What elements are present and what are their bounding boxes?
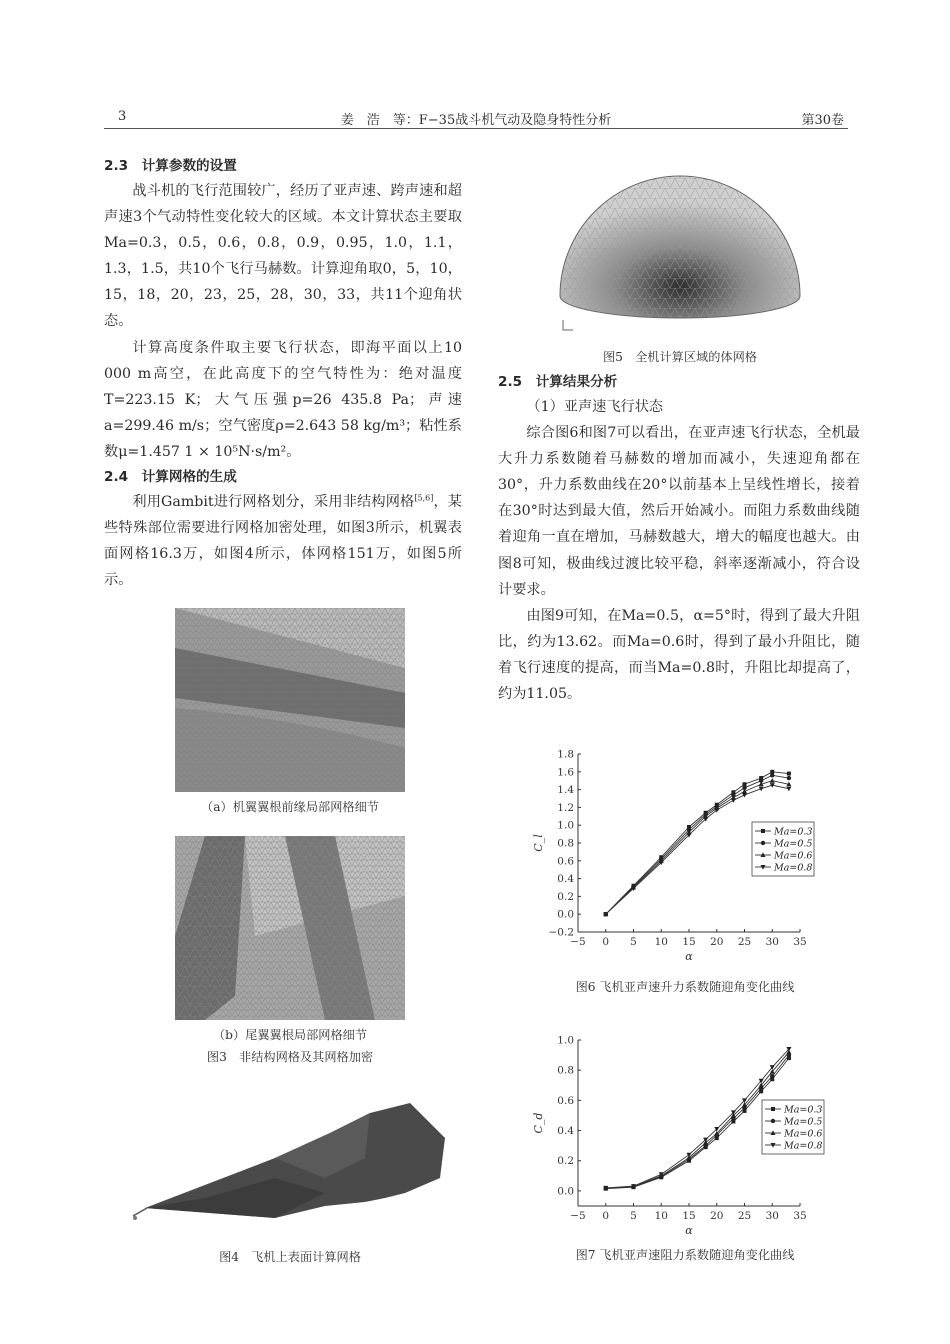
figure-3-caption: 图3 非结构网格及其网格加密 — [206, 1050, 374, 1064]
x-tick-label: 30 — [765, 1210, 779, 1222]
data-point — [787, 776, 791, 780]
data-point — [742, 793, 747, 798]
figure-3a-mesh-image — [175, 608, 405, 792]
x-tick-label: 5 — [630, 936, 637, 948]
x-tick-label: 0 — [602, 936, 610, 948]
figure-3a-caption: （a）机翼翼根前缘局部网格细节 — [201, 800, 379, 814]
x-tick-label: 35 — [793, 1210, 807, 1222]
section-2-4-title: 2.4 计算网格的生成 — [104, 469, 237, 486]
x-tick-label: −5 — [570, 1210, 586, 1222]
subsection-subsonic: （1）亚声速飞行状态 — [526, 399, 664, 415]
legend-label: Ma=0.5 — [784, 1116, 823, 1128]
x-tick-label: 10 — [654, 936, 668, 948]
series-line — [606, 1058, 789, 1189]
data-point — [770, 773, 774, 777]
figure-4-caption: 图4 飞机上表面计算网格 — [219, 1250, 361, 1264]
data-point — [771, 1119, 775, 1123]
y-tick-label: 0.0 — [557, 1185, 574, 1198]
data-point — [771, 1107, 775, 1111]
legend-label: Ma=0.8 — [774, 862, 813, 874]
legend-label: Ma=0.5 — [774, 838, 813, 850]
y-tick-label: 1.6 — [557, 766, 574, 779]
data-point — [770, 778, 775, 783]
figure-6-lift-chart — [530, 742, 830, 974]
data-point — [787, 772, 791, 776]
running-title: 姜 浩 等：F−35战斗机气动及隐身特性分析 — [340, 113, 612, 128]
y-tick-label: 1.4 — [557, 784, 574, 797]
y-tick-label: 0.8 — [557, 1064, 574, 1077]
figure-7-drag-chart — [530, 1030, 830, 1242]
legend-label: Ma=0.3 — [774, 826, 813, 838]
x-tick-label: 35 — [793, 936, 807, 948]
y-tick-label: 0.2 — [557, 1155, 574, 1168]
legend-label: Ma=0.8 — [784, 1140, 823, 1152]
y-tick-label: 0.6 — [557, 855, 574, 868]
x-tick-label: 10 — [654, 1210, 668, 1222]
figure-7-caption: 图7 飞机亚声速阻力系数随迎角变化曲线 — [575, 1248, 795, 1262]
running-header — [104, 106, 848, 129]
section-2-5-title: 2.5 计算结果分析 — [498, 374, 618, 390]
figure-5-dome-mesh-image — [555, 168, 805, 340]
x-tick-label: 25 — [737, 1210, 752, 1222]
x-tick-label: 0 — [602, 1210, 610, 1222]
figure-3b-mesh-image — [175, 836, 405, 1020]
series-line — [606, 1052, 789, 1188]
y-axis-label: C_d — [532, 1112, 545, 1134]
y-tick-label: 1.0 — [557, 819, 574, 832]
y-tick-label: 0.8 — [557, 837, 574, 850]
paragraph-altitude: 计算高度条件取主要飞行状态，即海平面以上10 000 m高空，在此高度下的空气特性为：绝对温度T=223.15 K；大气压强p=26 435.8 Pa；声速a=299.46 m/s；空气密度ρ=2.643 58 kg/m³；粘性系数μ=1.457 1 × 10⁵N·s/m²。 — [104, 339, 462, 460]
paragraph-lift-drag-ratio: 由图9可知，在Ma=0.5，α=5°时，得到了最大升阻比，约为13.62。而Ma=0.6时，得到了最小升阻比，随着飞行速度的提高，而当Ma=0.8时，升阻比却提高了，约为11.05。 — [498, 607, 860, 703]
y-tick-label: 0.6 — [557, 1094, 574, 1107]
y-tick-label: −0.2 — [548, 926, 574, 939]
y-tick-label: 1.2 — [557, 801, 574, 814]
y-tick-label: 0.2 — [557, 890, 574, 903]
data-point — [761, 841, 765, 845]
x-tick-label: −5 — [570, 936, 586, 948]
x-tick-label: 30 — [765, 936, 779, 948]
right-column — [498, 370, 860, 707]
legend-label: Ma=0.3 — [784, 1104, 823, 1116]
y-tick-label: 1.0 — [557, 1034, 574, 1047]
data-point — [786, 787, 791, 792]
paragraph-mesh: 利用Gambit进行网格划分，采用非结构网格[5,6]，某些特殊部位需要进行网格加密处理，如图3所示，机翼表面网格16.3万，如图4所示，体网格151万，如图5所示。 — [104, 493, 462, 589]
paragraph-parameters: 战斗机的飞行范围较广，经历了亚声速、跨声速和超声速3个气动特性变化较大的区域。本文计算状态主要取Ma=0.3，0.5，0.6，0.8，0.9，0.95，1.0，1.1，1.3，1.5，共10个飞行马赫数。计算迎角取0，5，10，15，18，20，23，25，28，30，33，共11个迎角状态。 — [104, 183, 462, 330]
volume-label: 第30卷 — [801, 113, 844, 128]
x-tick-label: 20 — [710, 936, 724, 948]
legend-label: Ma=0.6 — [774, 850, 813, 862]
figure-6-caption: 图6 飞机亚声速升力系数随迎角变化曲线 — [575, 980, 795, 994]
section-2-3-title: 2.3 计算参数的设置 — [104, 158, 237, 174]
page-number: 3 — [118, 109, 127, 124]
legend-label: Ma=0.6 — [784, 1128, 823, 1140]
x-axis-label: α — [685, 950, 693, 963]
citation: [5,6] — [414, 493, 434, 503]
figure-4-aircraft-mesh-image — [125, 1098, 470, 1230]
series-line — [606, 1049, 789, 1188]
data-point — [731, 798, 736, 803]
data-point — [770, 1074, 774, 1078]
series-line — [606, 1055, 789, 1188]
data-point — [761, 829, 765, 833]
x-tick-label: 15 — [682, 936, 696, 948]
figure-5-caption: 图5 全机计算区域的体网格 — [602, 350, 757, 364]
y-tick-label: 0.4 — [557, 873, 574, 886]
figure-3b-caption: （b）尾翼翼根局部网格细节 — [212, 1028, 368, 1042]
x-tick-label: 5 — [630, 1210, 637, 1222]
x-tick-label: 25 — [737, 936, 752, 948]
y-tick-label: 1.8 — [557, 748, 574, 761]
paragraph-subsonic-analysis: 综合图6和图7可以看出，在亚声速飞行状态，全机最大升力系数随着马赫数的增加而减小，失速迎角都在30°，升力系数曲线在20°以前基本上呈线性增长，接着在30°时达到最大值，然后开始减小。而阻力系数曲线随着迎角一直在增加，马赫数越大，增大的幅度也越大。由图8可知，极曲线过渡比较平稳，斜率逐渐减小，符合设计要求。 — [498, 425, 860, 598]
x-axis-label: α — [685, 1224, 693, 1237]
y-tick-label: 0.0 — [557, 908, 574, 921]
left-column — [104, 154, 462, 593]
x-tick-label: 15 — [682, 1210, 696, 1222]
x-tick-label: 20 — [710, 1210, 724, 1222]
y-axis-label: C_l — [532, 834, 545, 852]
y-tick-label: 0.4 — [557, 1125, 574, 1138]
